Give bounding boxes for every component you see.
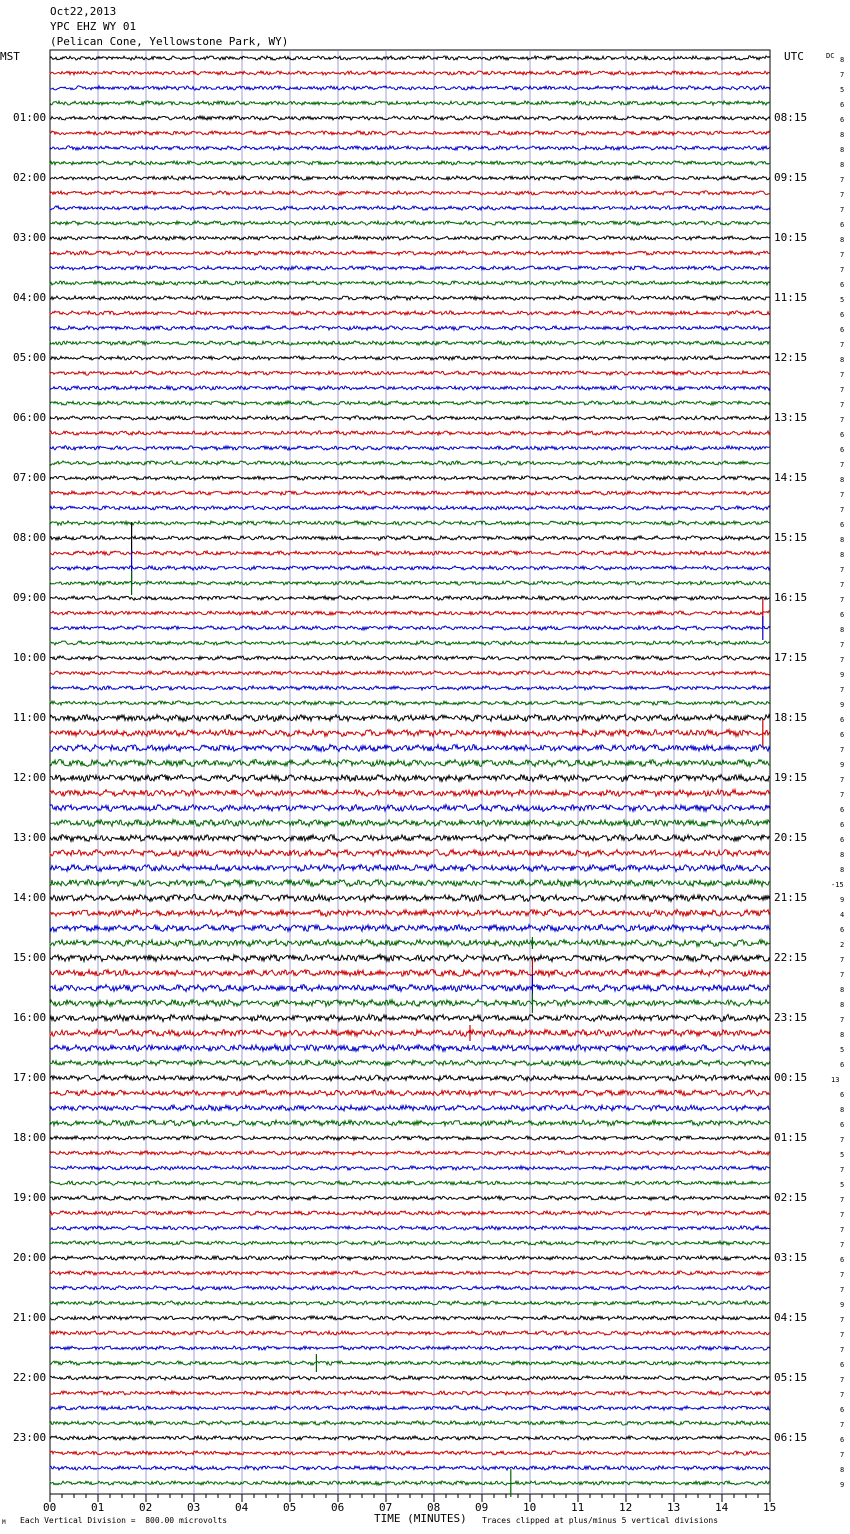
right-hour-label: 04:15 [774,1311,808,1324]
dc-offset-label: 6 [840,326,845,334]
trace-row-60 [50,955,770,962]
trace-row-51 [50,820,770,827]
dc-offset-label: 13 [831,1076,840,1084]
right-hour-label: 01:15 [774,1131,808,1144]
trace-row-94 [50,1466,770,1470]
dc-offset-label: 7 [840,776,845,784]
dc-offset-label: 7 [840,401,845,409]
trace-row-56 [50,895,770,902]
dc-offset-label: 5 [840,1181,845,1189]
header-station: YPC EHZ WY 01 [50,20,137,33]
left-hour-label: 17:00 [13,1071,47,1084]
dc-offset-label: 8 [840,986,845,994]
left-hour-label: 06:00 [13,411,47,424]
x-tick-label: 04 [235,1501,249,1514]
trace-row-36 [50,596,770,600]
trace-row-59 [50,940,770,947]
dc-offset-label: 6 [840,836,845,844]
dc-offset-label: 5 [840,296,845,304]
trace-row-37 [50,611,770,615]
trace-row-20 [50,356,770,360]
dc-offset-label: 7 [840,746,845,754]
trace-row-79 [50,1241,770,1245]
trace-row-41 [50,671,770,675]
dc-offset-label: 7 [840,1451,845,1459]
trace-row-58 [50,925,770,932]
trace-row-68 [50,1075,770,1081]
trace-row-48 [50,775,770,782]
trace-row-71 [50,1120,770,1126]
trace-row-25 [50,431,770,435]
dc-offset-label: 7 [840,251,845,259]
x-tick-label: 15 [763,1501,777,1514]
header-location: (Pelican Cone, Yellowstone Park, WY) [50,35,289,48]
dc-offset-label: 8 [840,161,845,169]
right-hour-label: 09:15 [774,171,808,184]
dc-offset-label: 7 [840,191,845,199]
right-hour-label: 05:15 [774,1371,808,1384]
trace-row-1 [50,71,770,75]
trace-row-57 [50,910,770,917]
x-tick-label: 14 [715,1501,729,1514]
trace-row-5 [50,131,770,135]
dc-offset-label: 7 [840,386,845,394]
dc-offset-label: 6 [840,431,845,439]
trace-row-69 [50,1090,770,1096]
trace-row-9 [50,191,770,195]
dc-offset-label: 8 [840,1106,845,1114]
trace-row-29 [50,491,770,495]
right-hour-label: 20:15 [774,831,808,844]
dc-offset-label: 6 [840,311,845,319]
dc-offset-label: 7 [840,506,845,514]
right-hour-label: 17:15 [774,651,808,664]
plot-frame [50,50,770,1494]
trace-row-72 [50,1136,770,1140]
dc-offset-label: 2 [840,941,845,949]
right-hour-label: 00:15 [774,1071,808,1084]
dc-offset-label: 7 [840,1241,845,1249]
right-hour-label: 10:15 [774,231,808,244]
x-axis-label: TIME (MINUTES) [374,1512,467,1525]
trace-row-8 [50,176,770,180]
dc-offset-label: 8 [840,1466,845,1474]
dc-offset-label: 8 [840,626,845,634]
trace-row-47 [50,760,770,767]
trace-row-14 [50,266,770,270]
right-hour-label: 11:15 [774,291,808,304]
dc-label: DC [826,52,835,60]
left-hour-label: 13:00 [13,831,47,844]
x-tick-label: 00 [43,1501,57,1514]
right-timezone-label: UTC [784,50,804,63]
scale-note: Each Vertical Division = 800.00 microvolts [20,1516,228,1525]
dc-offset-label: 7 [840,176,845,184]
left-hour-label: 07:00 [13,471,47,484]
trace-row-82 [50,1286,770,1290]
trace-row-80 [50,1256,770,1260]
trace-row-15 [50,281,770,285]
trace-row-11 [50,221,770,225]
right-hour-label: 18:15 [774,711,808,724]
left-hour-label: 08:00 [13,531,47,544]
trace-row-90 [50,1406,770,1410]
trace-row-21 [50,371,770,375]
x-tick-label: 13 [667,1501,681,1514]
left-hour-label: 10:00 [13,651,47,664]
dc-offset-label: 8 [840,551,845,559]
dc-offset-label: 8 [840,536,845,544]
trace-row-83 [50,1301,770,1305]
trace-row-39 [50,641,770,645]
dc-offset-label: 8 [840,236,845,244]
dc-offset-label: 6 [840,1121,845,1129]
trace-row-3 [50,101,770,105]
trace-row-43 [50,701,770,705]
x-tick-label: 06 [331,1501,345,1514]
trace-row-12 [50,236,770,240]
trace-row-73 [50,1151,770,1155]
dc-offset-label: 7 [840,341,845,349]
dc-offset-label: 7 [840,71,845,79]
right-hour-label: 13:15 [774,411,808,424]
trace-row-95 [50,1481,770,1485]
right-hour-label: 22:15 [774,951,808,964]
right-hour-label: 03:15 [774,1251,808,1264]
dc-offset-label: 7 [840,686,845,694]
dc-offset-label: 7 [840,1346,845,1354]
trace-row-74 [50,1166,770,1170]
trace-row-54 [50,865,770,872]
x-tick-label: 02 [139,1501,153,1514]
dc-offset-label: 6 [840,1436,845,1444]
trace-row-34 [50,566,770,570]
trace-row-26 [50,446,770,450]
dc-offset-label: 7 [840,1391,845,1399]
trace-row-49 [50,790,770,797]
dc-offset-label: 8 [840,851,845,859]
dc-offset-label: 6 [840,446,845,454]
left-hour-label: 09:00 [13,591,47,604]
dc-offset-label: 7 [840,461,845,469]
trace-row-85 [50,1331,770,1335]
right-hour-label: 21:15 [774,891,808,904]
dc-offset-label: 7 [840,416,845,424]
dc-offset-label: 9 [840,701,845,709]
x-tick-label: 05 [283,1501,297,1514]
dc-offset-label: 7 [840,971,845,979]
dc-offset-label: 6 [840,1091,845,1099]
dc-offset-label: 9 [840,1481,845,1489]
trace-row-53 [50,850,770,857]
trace-row-64 [50,1015,770,1022]
dc-offset-label: 7 [840,641,845,649]
trace-row-35 [50,581,770,585]
trace-row-42 [50,686,770,690]
trace-row-23 [50,401,770,405]
left-hour-label: 02:00 [13,171,47,184]
trace-row-55 [50,880,770,887]
dc-offset-label: 8 [840,1031,845,1039]
dc-offset-label: 7 [840,1316,845,1324]
x-tick-label: 08 [427,1501,441,1514]
trace-row-4 [50,116,770,120]
dc-offset-label: 8 [840,476,845,484]
dc-offset-label: 7 [840,1271,845,1279]
dc-offset-label: 7 [840,1421,845,1429]
right-hour-label: 16:15 [774,591,808,604]
right-hour-label: 19:15 [774,771,808,784]
trace-row-32 [50,536,770,540]
trace-row-7 [50,161,770,165]
dc-offset-label: -15 [831,881,844,889]
corner-mark: M [2,1519,6,1526]
dc-offset-label: 6 [840,1061,845,1069]
dc-offset-label: 9 [840,1301,845,1309]
x-tick-label: 12 [619,1501,633,1514]
x-tick-label: 11 [571,1501,585,1514]
dc-offset-label: 6 [840,731,845,739]
right-hour-label: 12:15 [774,351,808,364]
dc-offset-label: 7 [840,1376,845,1384]
trace-row-92 [50,1436,770,1440]
left-hour-label: 22:00 [13,1371,47,1384]
dc-offset-label: 6 [840,116,845,124]
dc-offset-label: 9 [840,761,845,769]
dc-offset-label: 8 [840,131,845,139]
x-tick-label: 07 [379,1501,393,1514]
trace-row-50 [50,805,770,812]
trace-row-78 [50,1226,770,1230]
left-hour-label: 16:00 [13,1011,47,1024]
left-hour-label: 23:00 [13,1431,47,1444]
trace-row-24 [50,416,770,420]
left-hour-label: 18:00 [13,1131,47,1144]
dc-offset-label: 4 [840,911,845,919]
dc-offset-label: 7 [840,1226,845,1234]
right-hour-label: 14:15 [774,471,808,484]
dc-offset-label: 7 [840,1166,845,1174]
trace-row-88 [50,1376,770,1380]
dc-offset-label: 6 [840,926,845,934]
dc-offset-label: 8 [840,1001,845,1009]
x-tick-label: 10 [523,1501,537,1514]
left-hour-label: 01:00 [13,111,47,124]
trace-row-38 [50,626,770,630]
dc-offset-label: 5 [840,1151,845,1159]
dc-offset-label: 7 [840,791,845,799]
header-date: Oct22,2013 [50,5,117,18]
trace-row-6 [50,146,770,150]
trace-row-40 [50,656,770,660]
right-hour-label: 15:15 [774,531,808,544]
dc-offset-label: 7 [840,656,845,664]
trace-row-93 [50,1451,770,1455]
trace-row-27 [50,461,770,465]
dc-offset-label: 9 [840,671,845,679]
dc-offset-label: 6 [840,101,845,109]
dc-offset-label: 6 [840,611,845,619]
trace-row-77 [50,1211,770,1215]
trace-row-86 [50,1346,770,1350]
trace-row-81 [50,1271,770,1275]
dc-offset-label: 7 [840,206,845,214]
dc-offset-label: 7 [840,266,845,274]
left-hour-label: 14:00 [13,891,47,904]
dc-offset-label: 7 [840,581,845,589]
trace-row-16 [50,296,770,300]
trace-row-91 [50,1421,770,1425]
trace-row-89 [50,1391,770,1395]
dc-offset-label: 7 [840,371,845,379]
left-hour-label: 19:00 [13,1191,47,1204]
trace-row-22 [50,386,770,390]
dc-offset-label: 8 [840,56,845,64]
dc-offset-label: 6 [840,1256,845,1264]
x-tick-label: 01 [91,1501,105,1514]
left-hour-label: 11:00 [13,711,47,724]
left-hour-label: 20:00 [13,1251,47,1264]
dc-offset-label: 8 [840,356,845,364]
trace-row-67 [50,1060,770,1066]
dc-offset-label: 7 [840,1331,845,1339]
x-tick-label: 09 [475,1501,489,1514]
clip-note: Traces clipped at plus/minus 5 vertical divisions [482,1516,719,1525]
right-hour-label: 06:15 [774,1431,808,1444]
dc-offset-label: 6 [840,1406,845,1414]
trace-row-13 [50,251,770,255]
left-hour-label: 15:00 [13,951,47,964]
trace-row-70 [50,1105,770,1111]
dc-offset-label: 6 [840,281,845,289]
right-hour-label: 02:15 [774,1191,808,1204]
trace-row-0 [50,56,770,60]
dc-offset-label: 8 [840,146,845,154]
dc-offset-label: 7 [840,491,845,499]
left-hour-label: 05:00 [13,351,47,364]
trace-row-65 [50,1030,770,1037]
dc-offset-label: 6 [840,806,845,814]
trace-row-45 [50,730,770,737]
trace-row-10 [50,206,770,210]
right-hour-label: 08:15 [774,111,808,124]
trace-row-17 [50,311,770,315]
dc-offset-label: 8 [840,866,845,874]
left-hour-label: 04:00 [13,291,47,304]
dc-offset-label: 5 [840,1046,845,1054]
dc-offset-label: 7 [840,1286,845,1294]
x-tick-label: 03 [187,1501,201,1514]
trace-row-62 [50,985,770,992]
trace-row-46 [50,745,770,752]
dc-offset-label: 7 [840,1016,845,1024]
trace-row-75 [50,1181,770,1185]
dc-offset-label: 7 [840,596,845,604]
dc-offset-label: 6 [840,521,845,529]
dc-offset-label: 6 [840,821,845,829]
left-hour-label: 12:00 [13,771,47,784]
trace-row-2 [50,86,770,90]
dc-offset-label: 6 [840,221,845,229]
trace-row-84 [50,1316,770,1320]
left-hour-label: 03:00 [13,231,47,244]
dc-offset-label: 9 [840,896,845,904]
right-hour-label: 23:15 [774,1011,808,1024]
dc-offset-label: 6 [840,1361,845,1369]
trace-row-66 [50,1045,770,1052]
trace-row-33 [50,551,770,555]
left-timezone-label: MST [0,50,20,63]
dc-offset-label: 7 [840,1211,845,1219]
trace-row-31 [50,521,770,525]
dc-offset-label: 7 [840,956,845,964]
trace-row-19 [50,341,770,345]
dc-offset-label: 7 [840,1136,845,1144]
trace-row-30 [50,506,770,510]
trace-row-18 [50,326,770,330]
trace-row-44 [50,715,770,722]
dc-offset-label: 6 [840,716,845,724]
dc-offset-label: 7 [840,1196,845,1204]
trace-row-76 [50,1196,770,1200]
trace-row-52 [50,835,770,842]
left-hour-label: 21:00 [13,1311,47,1324]
trace-row-63 [50,1000,770,1007]
dc-offset-label: 5 [840,86,845,94]
dc-offset-label: 7 [840,566,845,574]
trace-row-28 [50,476,770,480]
trace-row-87 [50,1361,770,1365]
trace-row-61 [50,970,770,977]
